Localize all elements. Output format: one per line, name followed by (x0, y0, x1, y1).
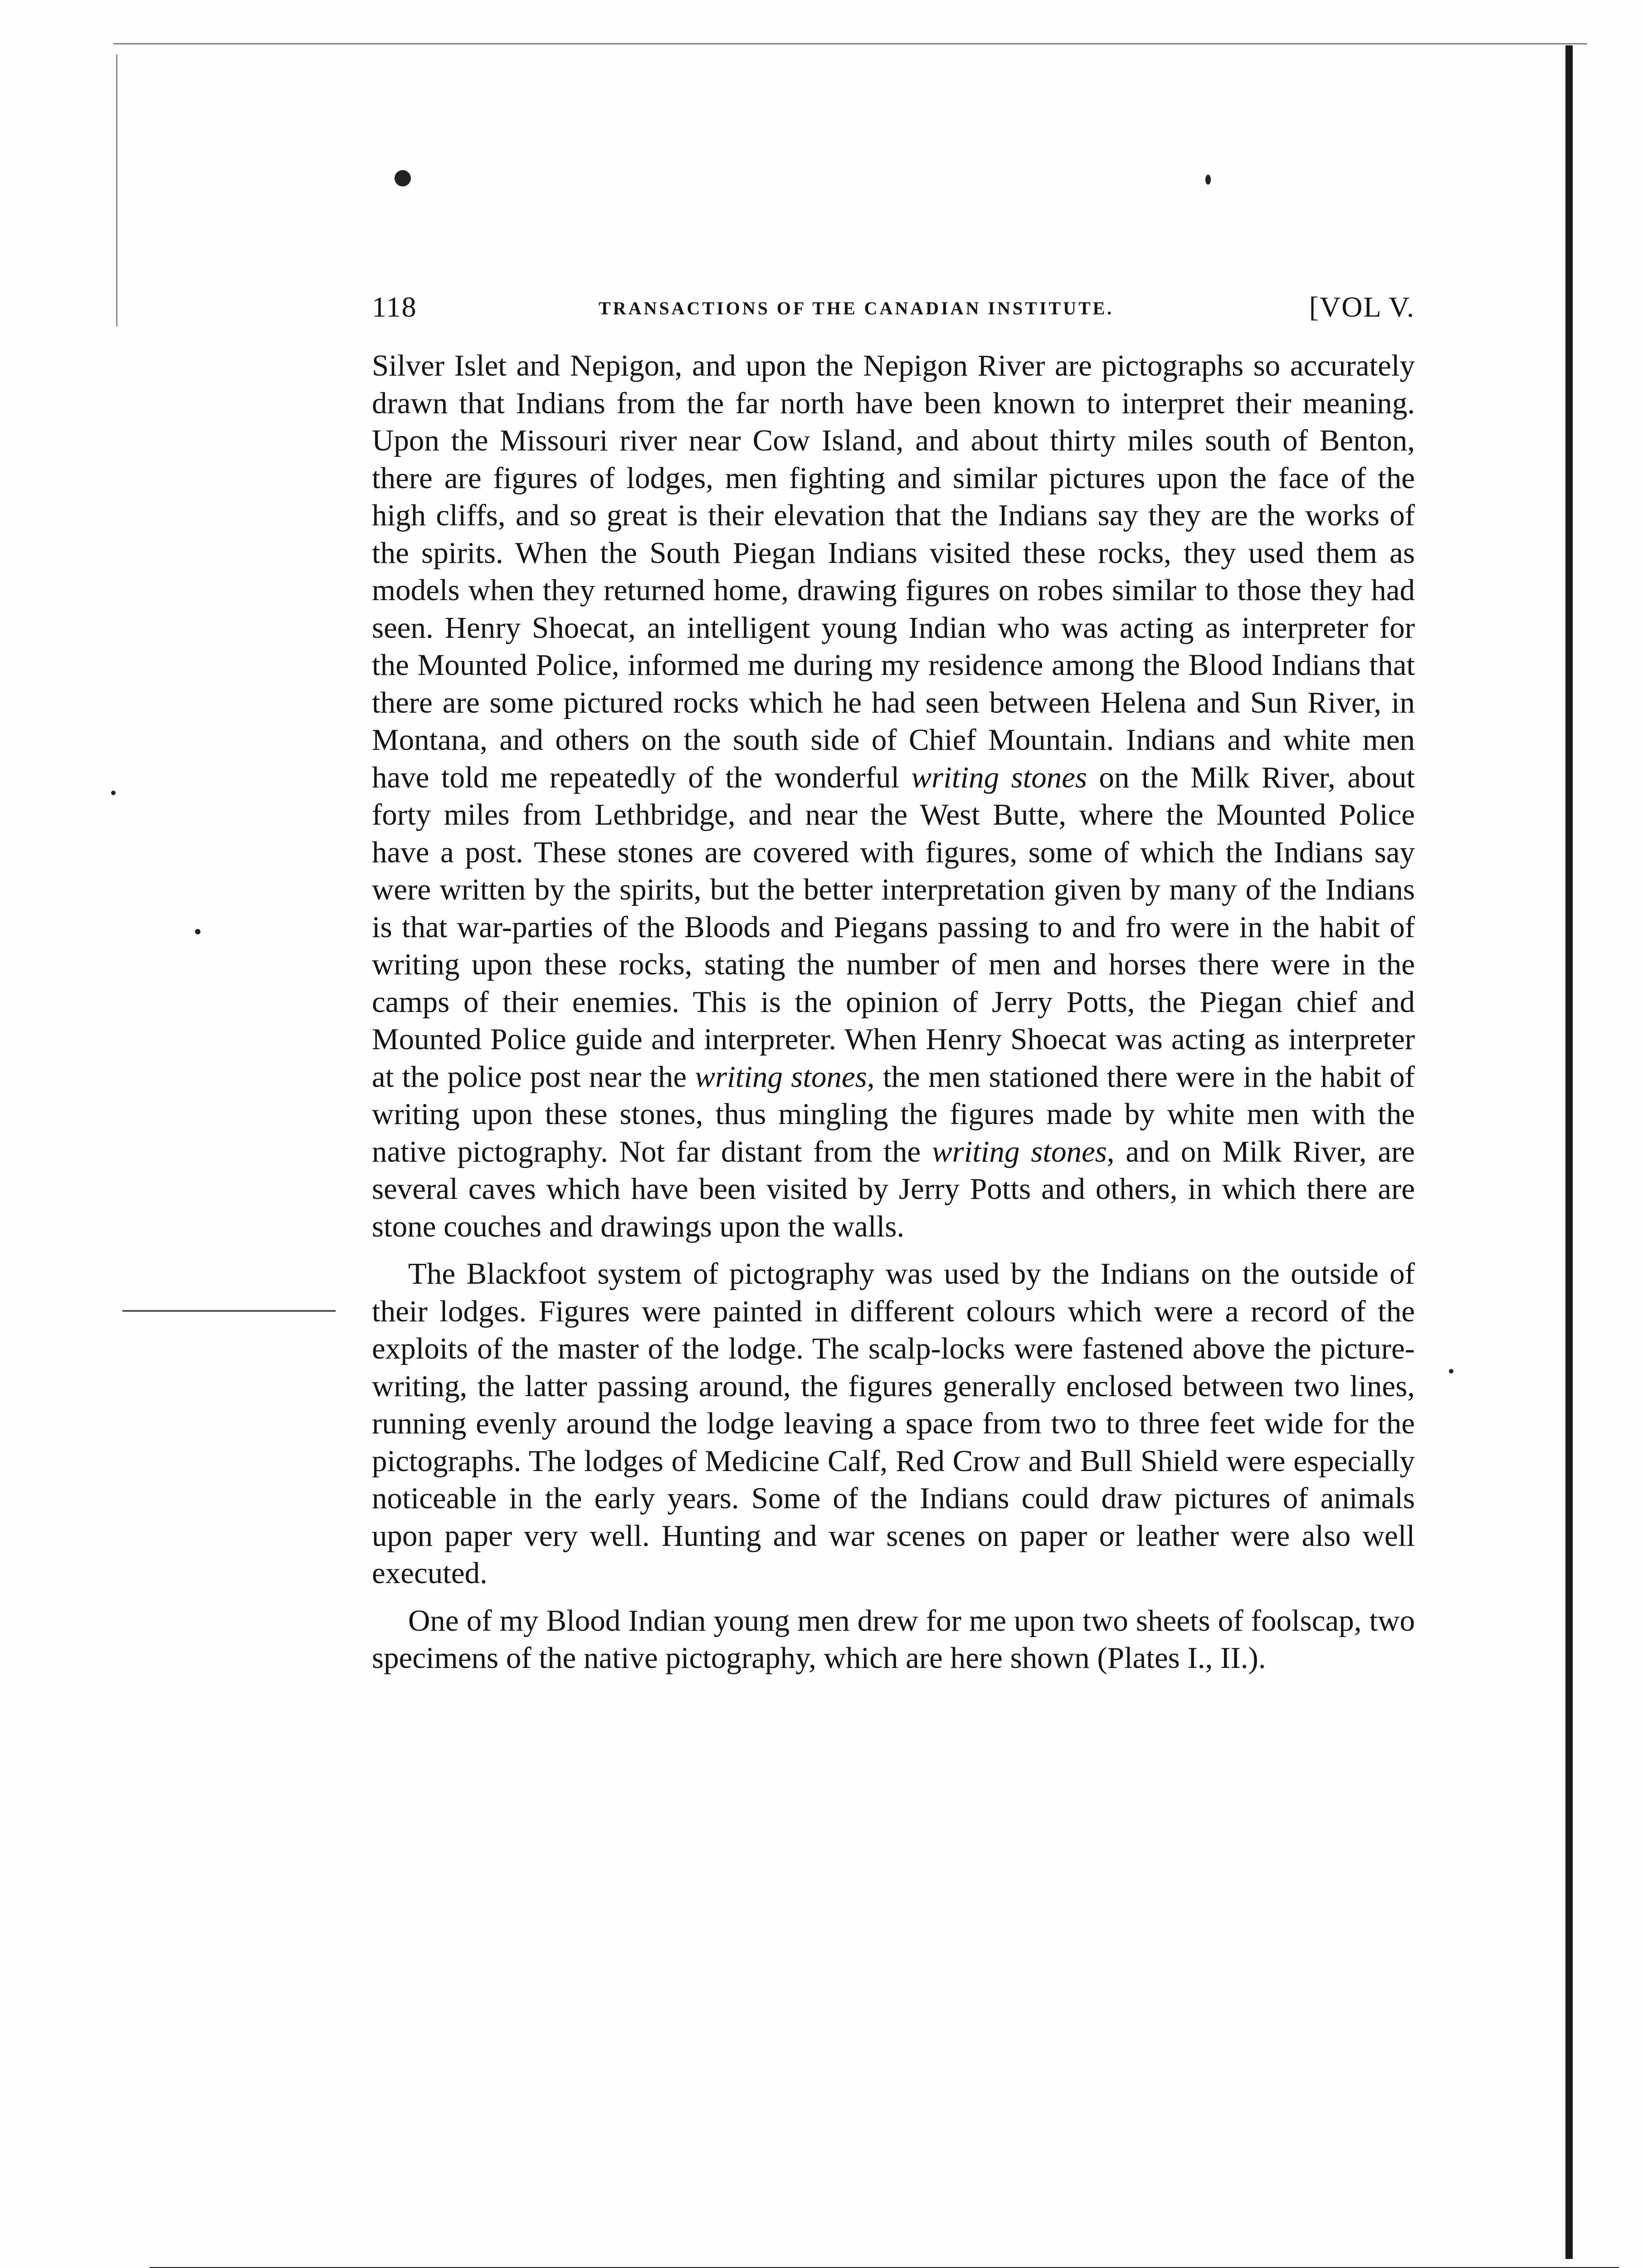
paragraph: One of my Blood Indian young men drew for me upon two sheets of foolscap, two specimens of the native pictography, which are here shown (Plates I., II.). (372, 1603, 1415, 1675)
scan-stray-line (122, 1310, 336, 1312)
scan-speck (1205, 175, 1211, 185)
scan-border-top (113, 43, 1587, 44)
page-number: 118 (372, 291, 417, 323)
italic-term: writing stones (931, 1134, 1107, 1168)
body-text (372, 347, 1415, 1687)
italic-term: writing stones (911, 760, 1087, 794)
paragraph: Silver Islet and Nepigon, and upon the Nepigon River are pictographs so accurately drawn that Indians from the far north have been known to interpret their meaning. Upon the Missouri river near Cow Island, and about thirty miles south of Benton, there are figures of lodges, men fighting and similar pictures upon the face of the high cliffs, and so great is their elevation that the Indians say they are the works of the spirits. When the South Piegan Indians visited these rocks, they used them as models when they returned home, drawing figures on robes similar to those they had seen. Henry Shoecat, an intelligent young Indian who was acting as interpreter for the Mounted Police, informed me during my residence among the Blood Indians that there are some pictured rocks which he had seen between Helena and Sun River, in Montana, and others on the south side of Chief Mountain. Indians and white men have told me repeatedly of the wonderful writing stones on the Milk River, about forty miles from Lethbridge, and near the West Butte, where the Mounted Police have a post. These stones are covered with figures, some of which the Indians say were written by the spirits, but the better interpretation given by many of the Indians is that war-parties of the Bloods and Piegans passing to and fro were in the habit of writing upon these rocks, stating the number of men and horses there were in the camps of their enemies. This is the opinion of Jerry Potts, the Piegan chief and Mounted Police guide and interpreter. When Henry Shoecat was acting as interpreter at the police post near the writing stones, the men stationed there were in the habit of writing upon these stones, thus mingling the figures made by white men with the native pictography. Not far distant from the writing stones, and on Milk River, are several caves which have been visited by Jerry Potts and others, in which there are stone couches and drawings upon the walls. (372, 349, 1415, 1243)
scan-speck (395, 170, 411, 186)
page-header (372, 290, 1415, 331)
scan-border-left (116, 54, 117, 327)
volume-label: [VOL V. (1309, 291, 1415, 323)
scan-speck (195, 929, 200, 934)
italic-term: writing stones (695, 1060, 867, 1094)
scan-speck (1449, 1369, 1453, 1374)
running-head: TRANSACTIONS OF THE CANADIAN INSTITUTE. (599, 298, 1114, 318)
paragraph: The Blackfoot system of pictography was used by the Indians on the outside of their lodges. Figures were painted in different colours which were a record of the exploits of the master of the lodge. The scalp-locks were fastened above the picture-writing, the latter passing around, the figures generally enclosed between two lines, running evenly around the lodge leaving a space from two to three feet wide for the pictographs. The lodges of Medicine Calf, Red Crow and Bull Shield were especially noticeable in the early years. Some of the Indians could draw pictures of animals upon paper very well. Hunting and war scenes on paper or leather were also well executed. (372, 1257, 1415, 1590)
scan-border-right (1565, 45, 1573, 2259)
scan-speck (111, 791, 116, 795)
